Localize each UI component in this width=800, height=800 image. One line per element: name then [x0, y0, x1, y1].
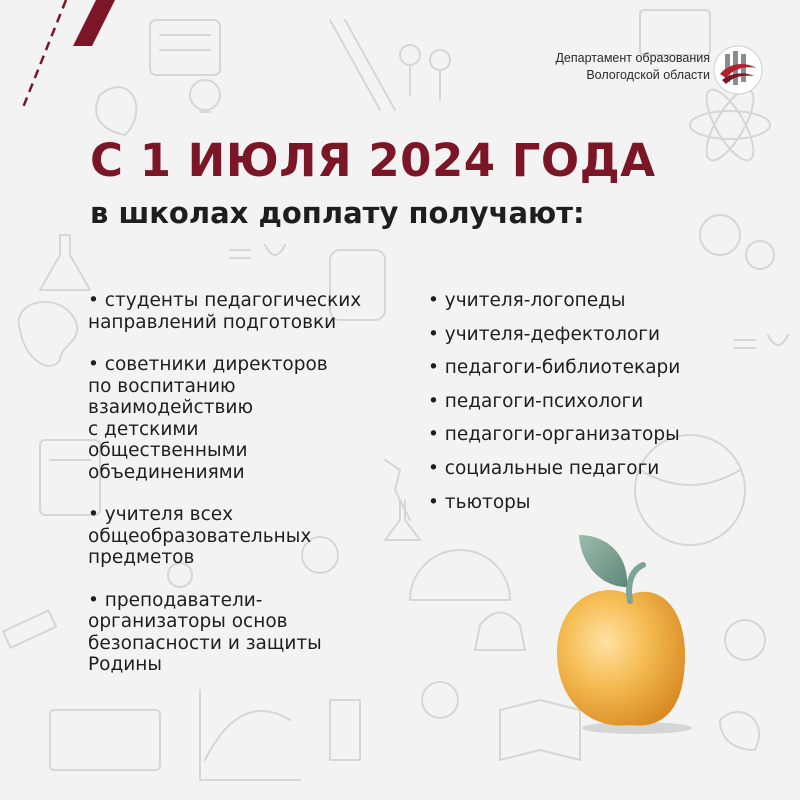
- list-item: • преподаватели- организаторы основ безопасности и защиты Родины: [88, 589, 322, 675]
- list-item: • педагоги-организаторы: [428, 424, 680, 446]
- list-item: • педагоги-психологи: [428, 390, 644, 412]
- left-recipient-list: [88, 290, 418, 697]
- department-name-line1: Департамент образования: [555, 51, 710, 65]
- list-item: • учителя-дефектологи: [428, 323, 661, 345]
- diagonal-stripe-decoration: [0, 0, 140, 130]
- list-item: • социальные педагоги: [428, 457, 660, 479]
- department-name: [555, 50, 710, 84]
- list-item: • студенты педагогических направлений подготовки: [88, 290, 362, 333]
- apple-icon: [545, 525, 715, 740]
- department-emblem-icon: [712, 44, 764, 96]
- list-item: • учителя-логопеды: [428, 290, 626, 311]
- list-item: • педагоги-библиотекари: [428, 357, 681, 379]
- right-recipient-list: [428, 290, 758, 525]
- list-item: • учителя всех общеобразовательных предметов: [88, 504, 312, 568]
- department-name-line2: Вологодской области: [586, 68, 710, 82]
- list-item: • советники директоров по воспитанию взаимодействию с детскими общественными объединениями: [88, 354, 328, 483]
- page-subtitle: в школах доплату получают:: [90, 196, 585, 230]
- page-title: С 1 ИЮЛЯ 2024 ГОДА: [90, 134, 656, 187]
- list-item: • тьюторы: [428, 491, 531, 513]
- department-logo: [520, 44, 770, 100]
